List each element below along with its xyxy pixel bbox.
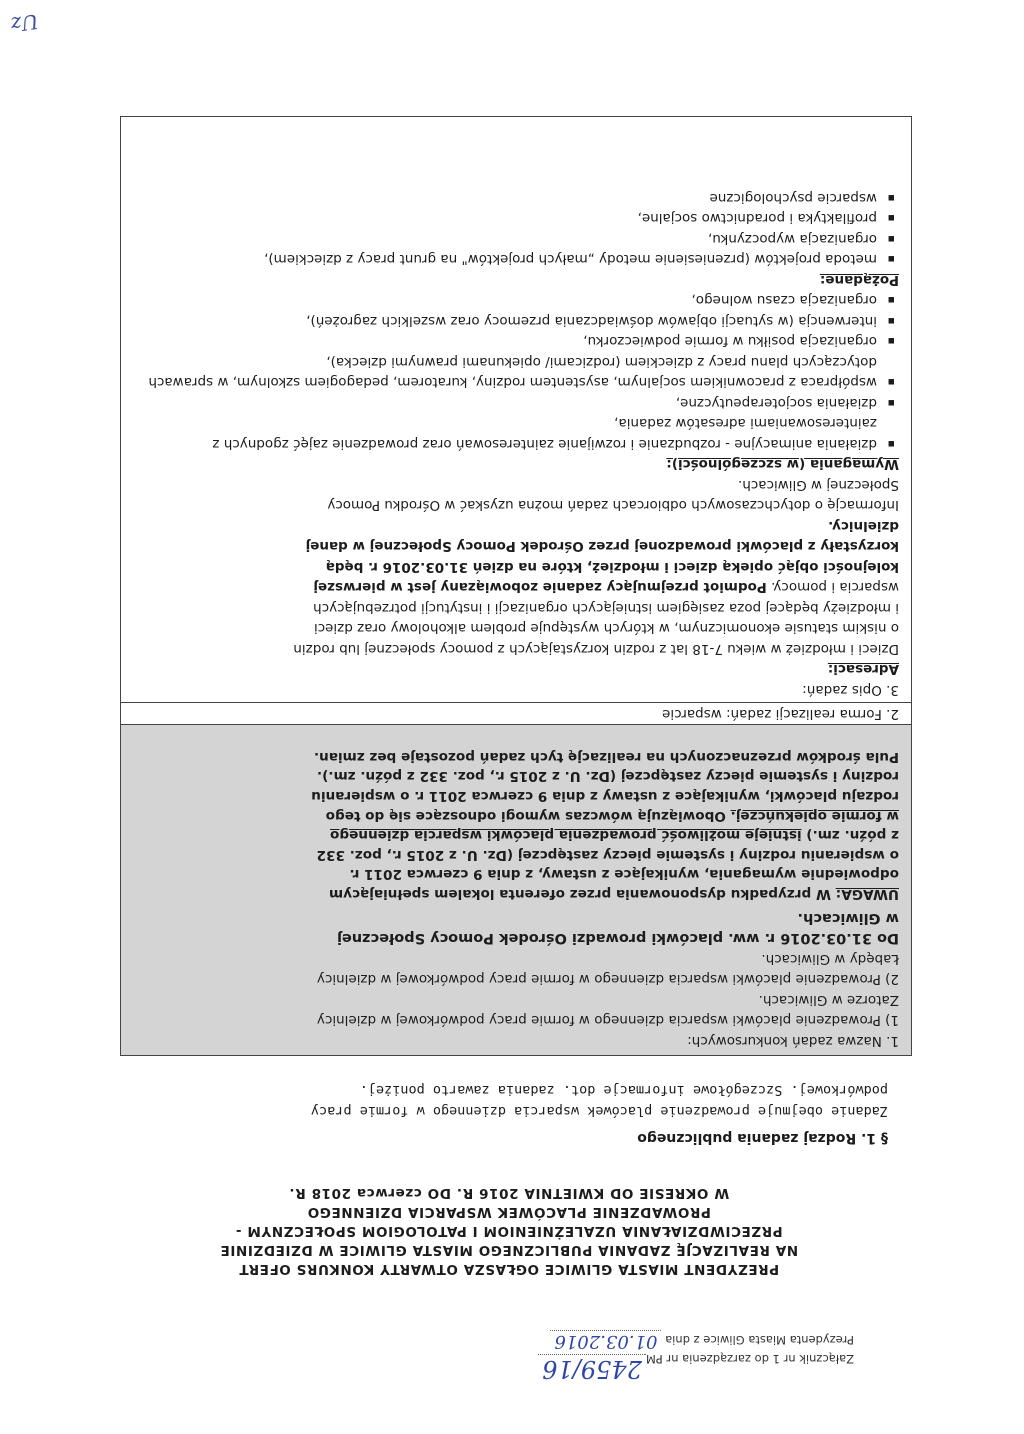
announcement-line: W OKRESIE OD KWIETNIA 2016 R. DO czerwca 2018 R.: [288, 1185, 730, 1201]
list-item: ▪ interwencja (w sytuacji objawów doświadczania przemocy oraz wszelkich zagrożeń),: [131, 311, 899, 332]
attachment-label-2: Prezydenta Miasta Gliwice z dnia: [665, 1333, 854, 1347]
list-item: ▪ organizacja posiłku w formie podwieczorku,: [131, 331, 899, 352]
transition-note: w Gliwicach.: [797, 910, 899, 926]
wymagania-list: [131, 290, 899, 454]
list-item: ▪ profilaktyka i poradnictwo socjalne,: [131, 208, 899, 229]
uwaga-label: UWAGA:: [835, 886, 899, 902]
attachment-label-1: Załącznik nr 1 do zarządzenia nr PM: [645, 1352, 854, 1366]
list-item: ▪ działania animacyjne - rozbudzanie i rozwijanie zainteresowań oraz prowadzenie zajęć zgodnych z zainteresowaniami adresatów zadania,: [131, 413, 899, 454]
announcement-heading: [134, 1183, 884, 1278]
uwaga-text: Obowiązują wówczas wymogi odnoszące się do tego: [325, 807, 731, 824]
uwaga-line: [131, 883, 899, 903]
item-1-title: 1. Nazwa zadań konkursowych:: [687, 1033, 899, 1049]
handwritten-initials: Uz: [9, 9, 40, 37]
section-title: § 1. Rodzaj zadania publicznego: [637, 1130, 888, 1146]
adresaci-line: kolejności objąć opieką dzieci i młodzież, które na dzień 31.03.2016 r. będą: [325, 559, 899, 575]
list-item: ▪ organizacja wypoczynku,: [131, 229, 899, 250]
uwaga-text: W przypadku dysponowania przez oferenta lokalem spełniającym: [329, 886, 836, 902]
list-item: ▪ działania socjoterapeutyczne,: [131, 393, 899, 414]
uwaga-text-underlined: w formie opiekuńczej.: [730, 807, 899, 824]
list-item: ▪ organizacja czasu wolnego,: [131, 290, 899, 311]
row-divider: [121, 702, 911, 703]
task-table: [120, 116, 912, 1056]
list-item: ▪ metoda projektów (przeniesienie metody „małych projektów" na grunt pracy z dzieckiem),: [131, 249, 899, 270]
intro-line: podwórkowej. Szczegółowe informacje dot. zadania zawarto poniżej.: [359, 1082, 888, 1098]
wymagania-label: Wymagania (w szczególności):: [666, 456, 899, 473]
transition-note: Do 31.03.2016 r. ww. placówki prowadzi Ośrodek Pomocy Społecznej: [336, 930, 899, 947]
list-item: ▪ współpraca z pracownikiem socjalnym, asystentem rodziny, kuratorem, pedagogiem szkolnym, w sprawach dotyczących planu pracy z dzieckiem (rodzicami/ opiekunami prawnymi dziecka),: [131, 352, 899, 393]
uwaga-line: odpowiednie wymagania, wynikające z ustawy, z dnia 9 czerwca 2011 r.: [349, 866, 899, 883]
intro-line: Zadanie obejmuje prowadzenie placówek wsparcia dziennego w formie pracy: [310, 1103, 888, 1119]
uwaga-line: o wspieraniu rodziny i systemie pieczy zastępczej (Dz. U. z 2015 r., poz. 332: [316, 846, 899, 863]
info-line: Społecznej w Gliwicach.: [737, 477, 899, 493]
attachment-line-2: [294, 1331, 854, 1350]
handwritten-order-number: 2459/16: [538, 1354, 646, 1383]
adresaci-label: Adresaci:: [827, 661, 899, 678]
task-names-block: [131, 908, 899, 1052]
adresaci-line: [131, 577, 899, 598]
adresaci-line: Dzieci i młodzież w wieku 7-18 lat z rodzin korzystających z pomocy społecznej lub rodzin: [293, 641, 899, 657]
announcement-line: PROWADZENIE PLACÓWEK WSPARCIA DZIENNEGO: [307, 1204, 711, 1220]
attachment-note: [294, 1331, 854, 1383]
adresaci-line: i młodzieży będącej poza zasięgiem istniejących organizacji i instytucji potrzebujących: [313, 600, 899, 616]
announcement-line: PREZYDENT MIASTA GLIWICE OGŁASZA OTWARTY KONKURS OFERT: [238, 1261, 780, 1277]
uwaga-line: [131, 805, 899, 825]
pozadane-label: Pożądane:: [819, 272, 899, 288]
adresaci-bold: Podmiot przejmujący zadanie zobowiązany jest w pierwszej: [313, 579, 767, 596]
uwaga-line: rodziny i systemie pieczy zastępczej (Dz. U. z 2015 r., poz. 332 z późn. zm.).: [316, 768, 899, 785]
uwaga-text-underlined: istnieje możliwość prowadzenia placówki wsparcia dziennego: [330, 827, 802, 844]
item-2: 2. Forma realizacji zadań: wsparcie: [662, 706, 899, 722]
description-block: [131, 188, 899, 701]
uwaga-line: Pula środków przeznaczonych na realizację tych zadań pozostaje bez zmian.: [313, 748, 899, 765]
task-2-line: Łabędy w Gliwicach.: [761, 951, 899, 967]
section-intro: [138, 1079, 888, 1121]
uwaga-line: [131, 825, 899, 845]
attachment-line-1: [294, 1350, 854, 1383]
task-1-line: 1) Prowadzenie placówki wsparcia dziennego w formie pracy podwórkowej w dzielnicy: [316, 1012, 899, 1029]
task-2-line: 2) Prowadzenie placówki wsparcia dziennego w formie pracy podwórkowej w dzielnicy: [316, 971, 899, 988]
handwritten-date: 01.03.2016: [550, 1330, 661, 1352]
uwaga-text: z późn. zm.): [801, 827, 899, 844]
adresaci-line: dzielnicy.: [828, 518, 899, 534]
adresaci-line: korzystały z placówki prowadzonej przez Ośrodek Pomocy Społecznej w danej: [305, 538, 899, 555]
info-line: Informację o dotychczasowych odbiorcach zadań można uzyskać w Ośrodku Pomocy: [327, 497, 899, 514]
list-item: ▪ wsparcie psychologiczne: [131, 188, 899, 209]
pozadane-list: [131, 188, 899, 270]
adresaci-text: wsparcia i pomocy.: [766, 579, 899, 596]
item-3-title: 3. Opis zadań:: [802, 682, 899, 698]
announcement-line: NA REALIZACJĘ ZADANIA PUBLICZNEGO MIASTA GLIWICE W DZIEDZINIE: [219, 1242, 799, 1258]
uwaga-note: [131, 746, 899, 903]
announcement-line: PRZECIWDZIAŁANIA UZALEŻNIENIOM I PATOLOGIOM SPOŁECZNYM -: [235, 1223, 783, 1239]
adresaci-line: o niskim statusie ekonomicznym, w których występuje problem alkoholowy oraz dzieci: [313, 620, 899, 637]
uwaga-line: rodzaju placówki, wynikające z ustawy z dnia 9 czerwca 2011 r. o wspieraniu: [311, 788, 899, 805]
task-1-line: Zatorze w Gliwicach.: [758, 992, 899, 1008]
